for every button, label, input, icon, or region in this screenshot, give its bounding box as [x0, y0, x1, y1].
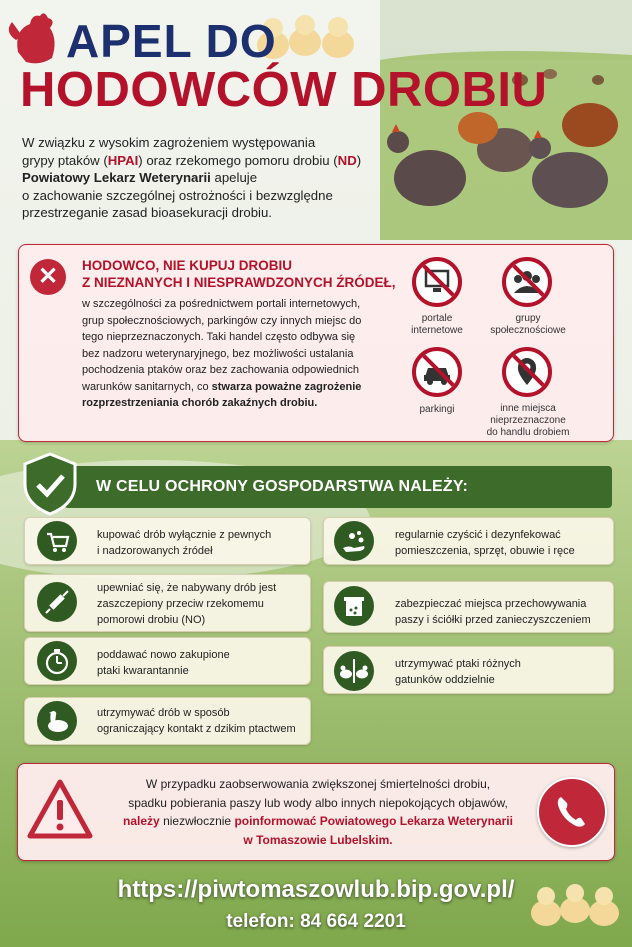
icon-label-line: portale — [421, 313, 453, 324]
nd-text: ND — [337, 152, 357, 168]
action-line: regularnie czyścić i dezynfekować — [395, 529, 561, 541]
action-line: paszy i ściółki przed zanieczyszczeniem — [395, 614, 591, 626]
action-line: utrzymywać drób w sposób — [97, 707, 230, 719]
intro-line: o zachowanie szczególnej ostrożności i bezwzględne — [22, 187, 333, 203]
intro-line: W związku z wysokim zagrożeniem występowania — [22, 135, 316, 150]
alert-emphasis: poinformować Powiatowego Lekarza Weterynarii — [234, 814, 513, 828]
phone-number: telefon: 84 664 2201 — [226, 911, 406, 932]
close-x-icon: ✕ — [30, 259, 66, 295]
feed-bin-icon — [334, 586, 374, 626]
alert-line: w Tomaszowie Lubelskim. — [243, 832, 393, 847]
title-line-1: APEL DO — [66, 15, 277, 67]
icon-label-parking — [397, 404, 477, 416]
goose-icon — [37, 701, 77, 741]
icon-label-line: internetowe — [411, 325, 463, 336]
cart-icon — [37, 521, 77, 561]
icon-label-other — [478, 403, 578, 439]
website-url[interactable]: https://piwtomaszowlub.bip.gov.pl/ — [117, 876, 515, 903]
no-computer-icon — [412, 257, 462, 307]
hpai-text: HPAI — [107, 152, 139, 168]
separate-birds-icon — [334, 651, 374, 691]
action-line: pomorowi drobiu (NO) — [97, 614, 206, 626]
action-line: upewniać się, że nabywany drób jest — [97, 582, 277, 594]
warning-body — [82, 296, 367, 412]
action-line: i nadzorowanych źródeł — [97, 545, 213, 557]
action-line: zaszczepiony przeciw rzekomemu — [97, 598, 264, 610]
action-text — [97, 580, 276, 628]
action-text — [97, 527, 271, 559]
icon-label-portals — [397, 313, 477, 337]
alert-emphasis: należy — [123, 814, 160, 828]
action-text — [97, 647, 230, 679]
warning-body-bold: stwarza poważne zagrożenie rozprzestrzeniania chorób zakaźnych drobiu. — [82, 380, 362, 409]
intro-line — [22, 169, 382, 187]
syringe-icon — [37, 582, 77, 622]
action-line: gatunków oddzielnie — [395, 674, 495, 686]
icon-label-line: do handlu drobiem — [486, 427, 570, 438]
warning-heading-line: Z NIEZNANYCH I NIESPRAWDZONYCH ŹRÓDEŁ, — [82, 275, 396, 290]
icon-label-line: społecznościowe — [490, 325, 566, 336]
intro-line — [22, 152, 382, 170]
intro-text: grypy ptaków ( — [22, 152, 108, 168]
officer-name: Powiatowy Lekarz Weterynarii — [22, 170, 211, 185]
icon-label-line: parkingi — [419, 404, 455, 415]
warning-body-text: w szczególności za pośrednictwem portali internetowych, grup społecznościowych, parkingów czy innych miejsc do tego nieprzeznaczonych. Taki handel często odbywa się bez nadzoru weterynaryjnego, bez możliwości ustalania pochodzenia ptaków oraz bez zachowania odpowiednich warunków sanitarnych, co — [82, 298, 362, 393]
icon-label-line: grupy — [515, 313, 541, 324]
alert-text — [108, 775, 528, 849]
action-text — [97, 705, 296, 737]
hand-wash-icon — [334, 521, 374, 561]
intro-line: przestrzeganie zasad bioasekuracji drobiu. — [22, 205, 272, 220]
action-line: utrzymywać ptaki różnych — [395, 658, 521, 670]
stopwatch-icon — [37, 641, 77, 681]
no-location-icon — [502, 347, 552, 397]
action-text — [395, 527, 575, 559]
icon-label-line: nieprzeznaczone — [490, 415, 566, 426]
action-line: ograniczający kontakt z dzikim ptactwem — [97, 723, 296, 735]
alert-line — [108, 812, 528, 831]
warning-heading-line: HODOWCO, NIE KUPUJ DROBIU — [82, 258, 293, 273]
action-text — [395, 656, 521, 688]
action-text — [395, 596, 591, 628]
intro-text: ) — [356, 152, 362, 168]
action-line: ptaki kwarantannie — [97, 665, 189, 677]
action-line: poddawać nowo zakupione — [97, 649, 230, 661]
action-line: pomieszczenia, sprzęt, obuwie i ręce — [395, 545, 575, 557]
intro-text: ) oraz rzekomego pomoru drobiu ( — [138, 152, 338, 168]
action-line: zabezpieczać miejsca przechowywania — [395, 598, 587, 610]
alert-line: W przypadku zaobserwowania zwiększonej śmiertelności drobiu, — [145, 777, 491, 791]
intro-text: apeluje — [210, 170, 258, 185]
action-line: kupować drób wyłącznie z pewnych — [97, 529, 272, 541]
icon-label-groups — [484, 313, 572, 337]
icon-label-line: inne miejsca — [500, 403, 556, 414]
section-title: W CELU OCHRONY GOSPODARSTWA NALEŻY: — [96, 478, 469, 495]
no-car-icon — [412, 347, 462, 397]
alert-plain: niezwłocznie — [159, 814, 235, 828]
intro-paragraph — [22, 134, 382, 222]
no-group-icon — [502, 257, 552, 307]
title-line-2: HODOWCÓW DROBIU — [20, 63, 548, 117]
alert-line: spadku pobierania paszy lub wody albo innych niepokojących objawów, — [128, 795, 508, 810]
warning-heading — [82, 257, 396, 291]
warning-triangle-icon — [26, 778, 94, 840]
phone-icon — [537, 777, 607, 847]
shield-check-icon — [22, 452, 78, 516]
